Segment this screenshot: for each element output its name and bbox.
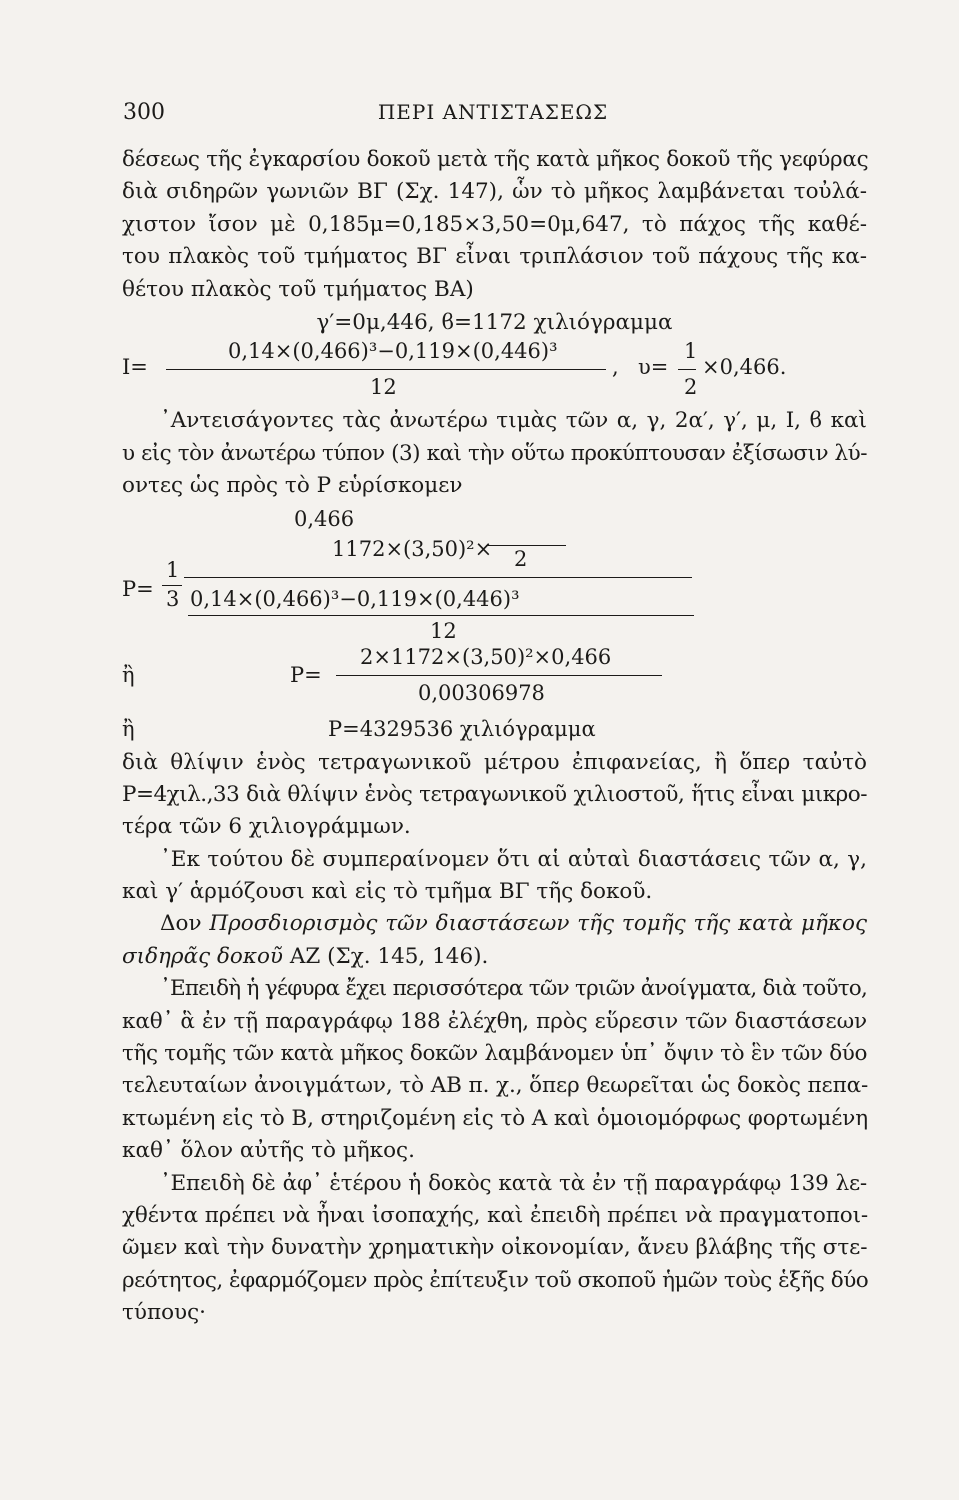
eq-I-fraction-bar (166, 369, 606, 370)
text-line: οντες ὡς πρὸς τὸ P εὑρίσκομεν (122, 473, 463, 499)
eq-v-lhs: υ= (638, 355, 669, 380)
text-line: τῆς τομῆς τῶν κατὰ μῆκος δοκῶν λαμβάνομεν ὑπ᾿ ὄψιν τὸ ἓν τῶν δύο (122, 1041, 867, 1067)
eq-v-rest: ×0,466. (702, 355, 787, 380)
equation-gamma: γ′=0μ,446, ϐ=1172 χιλιόγραμμα (316, 309, 673, 335)
text-line: διὰ σιδηρῶν γωνιῶν ΒΓ (Σχ. 147), ὧν τὸ μῆκος λαμβάνεται τοὐλά- (122, 179, 867, 205)
eq-P1-third-num: 1 (166, 557, 180, 582)
eq-P2-lhs: P= (290, 662, 322, 687)
text-line: υ εἰς τὸν ἀνωτέρω τύπον (3) καὶ τὴν οὕτω προκύπτουσαν ἐξίσωσιν λύ- (122, 440, 867, 466)
eq-v-fraction-bar (678, 369, 696, 370)
text-line: θέτου πλακὸς τοῦ τμήματος ΒΑ) (122, 276, 474, 302)
equation-P-simplified (122, 645, 867, 715)
text-line: ᾿Επειδὴ ἡ γέφυρα ἔχει περισσότερα τῶν τριῶν ἀνοίγματα, διὰ τοῦτο, (160, 976, 867, 1002)
paragraph-5 (122, 973, 867, 1167)
eq-P1-inner-bar (188, 615, 694, 616)
eq-P1-bottom: 12 (430, 618, 457, 643)
page-number: 300 (123, 100, 165, 125)
text-line: ᾿Επειδὴ δὲ ἀφ᾿ ἑτέρου ἡ δοκὸς κατὰ τὰ ἐν τῇ παραγράφῳ 139 λε- (160, 1170, 867, 1196)
text-line: διὰ θλίψιν ἑνὸς τετραγωνικοῦ μέτρου ἐπιφανείας, ἢ ὅπερ ταὐτὸ (122, 749, 867, 775)
equation-P-compound (122, 503, 867, 645)
eq-P2-fraction-bar (336, 675, 662, 676)
eq-P1-top-main: 1172×(3,50)²× (332, 536, 493, 561)
eq-P1-main-bar (184, 577, 692, 578)
eq-P1-small-num: 0,466 (294, 506, 355, 531)
eq-P3-value: P=4329536 χιλιόγραμμα (328, 716, 596, 741)
section-heading-line (122, 908, 867, 940)
equation-P-result (122, 715, 867, 747)
eq-P2-numerator: 2×1172×(3,50)²×0,466 (360, 644, 612, 669)
eq-P1-mid: 0,14×(0,466)³−0,119×(0,446)³ (190, 586, 520, 611)
eq-P2-denominator: 0,00306978 (418, 680, 545, 705)
text-line: ρεότητος, ἐφαρμόζομεν πρὸς ἐπίτευξιν τοῦ σκοποῦ ἡμῶν τοὺς ἑξῆς δύο (122, 1267, 869, 1293)
eq-P1-third-den: 3 (166, 586, 180, 611)
section-heading-line (122, 941, 867, 973)
page-body (122, 144, 867, 1330)
text-line: καθ᾿ ὅλον αὐτῆς τὸ μῆκος. (122, 1138, 415, 1164)
text-line: καὶ γ′ ἁρμόζουσι καὶ εἰς τὸ τμῆμα ΒΓ τῆς δοκοῦ. (122, 879, 653, 905)
text-line: ᾿Αντεισάγοντες τὰς ἀνωτέρω τιμὰς τῶν α, γ, 2α′, γ′, μ, Ι, ϐ καὶ (160, 408, 867, 434)
paragraph-2 (122, 405, 867, 502)
eq-P1-small-bar (486, 545, 566, 546)
paragraph-6 (122, 1168, 867, 1330)
eq-P1-small-den: 2 (514, 546, 528, 571)
section-ref: ΑΖ (Σχ. 145, 146). (289, 943, 489, 969)
eq-P2-or: ἢ (122, 662, 135, 687)
text-line: ῶμεν καὶ τὴν δυνατὴν χρηματικὴν οἰκονομίαν, ἄνευ βλάβης τῆς στε- (122, 1235, 868, 1261)
eq-I-denominator: 12 (370, 375, 397, 400)
text-line: χιστον ἴσον μὲ 0,185μ=0,185×3,50=0μ,647, τὸ πάχος τῆς καθέ- (122, 211, 867, 237)
section-title-cont: σιδηρᾶς δοκοῦ (122, 943, 283, 969)
section-label: Δον (160, 911, 202, 937)
text-line: χθέντα πρέπει νὰ ἦναι ἰσοπαχής, καὶ ἐπειδὴ πρέπει νὰ πραγματοποι- (122, 1202, 869, 1228)
text-line: κτωμένη εἰς τὸ Β, στηριζομένη εἰς τὸ Α καὶ ὁμοιομόρφως φορτωμένη (122, 1105, 869, 1131)
text-line: τύπους· (122, 1300, 206, 1326)
text-line: ᾿Εκ τούτου δὲ συμπεραίνομεν ὅτι αἱ αὐταὶ διαστάσεις τῶν α, γ, (160, 846, 867, 872)
text-line: τελευταίων ἀνοιγμάτων, τὸ ΑΒ π. χ., ὅπερ θεωρεῖται ὡς δοκὸς πεπα- (122, 1073, 869, 1099)
paragraph-3 (122, 747, 867, 844)
eq-P1-lhs: P= (122, 576, 154, 601)
eq-I-lhs: I= (122, 355, 148, 380)
section-heading (122, 908, 867, 973)
text-line: P=4χιλ.,33 διὰ θλίψιν ἑνὸς τετραγωνικοῦ χιλιοστοῦ, ἥτις εἶναι μικρο- (122, 781, 867, 807)
eq-P1-third-bar (162, 585, 182, 586)
eq-I-separator: , (612, 355, 619, 380)
equation-I (122, 339, 867, 405)
text-line: τέρα τῶν 6 χιλιογράμμων. (122, 814, 411, 840)
running-title: ΠΕΡΙ ΑΝΤΙΣΤΑΣΕΩΣ (377, 100, 609, 124)
eq-P3-or: ἢ (122, 716, 135, 741)
paragraph-4 (122, 844, 867, 909)
running-header (123, 100, 863, 134)
eq-v-numerator: 1 (684, 339, 698, 364)
eq-I-numerator: 0,14×(0,466)³−0,119×(0,446)³ (228, 339, 558, 364)
paragraph-1 (122, 144, 867, 306)
text-line: του πλακὸς τοῦ τμήματος ΒΓ εἶναι τριπλάσιον τοῦ πάχους τῆς κα- (122, 244, 867, 270)
eq-v-denominator: 2 (684, 375, 698, 400)
text-line: καθ᾿ ἃ ἐν τῇ παραγράφῳ 188 ἐλέχθη, πρὸς εὕρεσιν τῶν διαστάσεων (122, 1008, 867, 1034)
section-title: Προσδιορισμὸς τῶν διαστάσεων τῆς τομῆς τῆς κατὰ μῆκος (209, 911, 867, 937)
text-line: δέσεως τῆς ἐγκαρσίου δοκοῦ μετὰ τῆς κατὰ μῆκος δοκοῦ τῆς γεφύρας (122, 147, 869, 172)
